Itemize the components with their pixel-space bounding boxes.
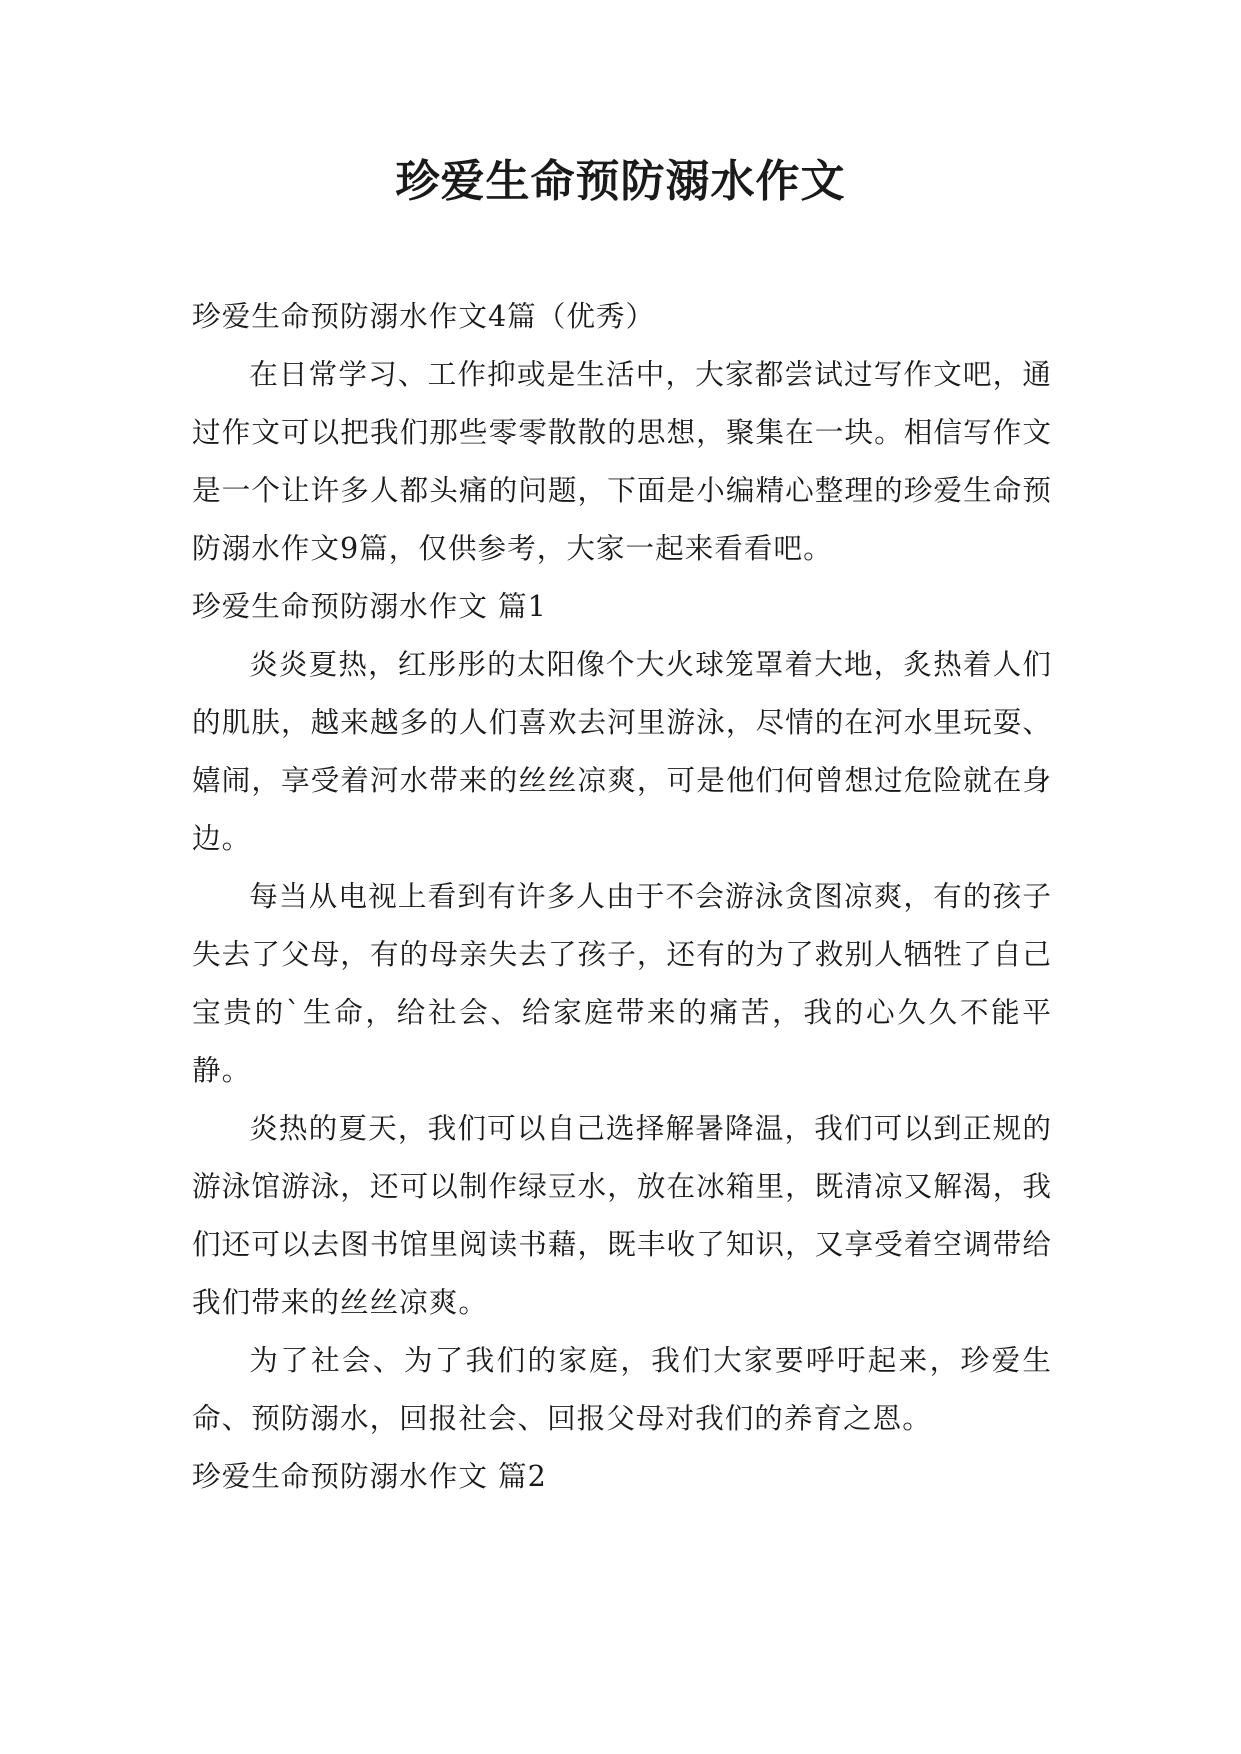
section1-paragraph: 为了社会、为了我们的家庭，我们大家要呼吁起来，珍爱生命、预防溺水，回报社会、回报父母对我们的养育之恩。 (192, 1343, 1052, 1435)
document-title: 珍爱生命预防溺水作文 (395, 156, 846, 207)
document-subtitle: 珍爱生命预防溺水作文4篇（优秀） (192, 299, 656, 333)
section1-paragraph: 炎热的夏天，我们可以自己选择解暑降温，我们可以到正规的游泳馆游泳，还可以制作绿豆水，放在冰箱里，既清凉又解渴，我们还可以去图书馆里阅读书藉，既丰收了知识，又享受着空调带给我们带来的丝丝凉爽。 (192, 1111, 1052, 1319)
section1-paragraph: 炎炎夏热，红彤彤的太阳像个大火球笼罩着大地，炙热着人们的肌肤，越来越多的人们喜欢去河里游泳，尽情的在河水里玩耍、嬉闹，享受着河水带来的丝丝凉爽，可是他们何曾想过危险就在身边。 (192, 647, 1052, 855)
section-heading-1: 珍爱生命预防溺水作文 篇1 (192, 589, 547, 623)
section-heading-2: 珍爱生命预防溺水作文 篇2 (192, 1459, 547, 1493)
intro-paragraph: 在日常学习、工作抑或是生活中，大家都尝试过写作文吧，通过作文可以把我们那些零零散散的思想，聚集在一块。相信写作文是一个让许多人都头痛的问题，下面是小编精心整理的珍爱生命预防溺水作文9篇，仅供参考，大家一起来看看吧。 (192, 357, 1052, 565)
document-body (192, 287, 1052, 1505)
section1-paragraph: 每当从电视上看到有许多人由于不会游泳贪图凉爽，有的孩子失去了父母，有的母亲失去了孩子，还有的为了救别人牺牲了自己宝贵的`生命，给社会、给家庭带来的痛苦，我的心久久不能平静。 (192, 879, 1052, 1087)
